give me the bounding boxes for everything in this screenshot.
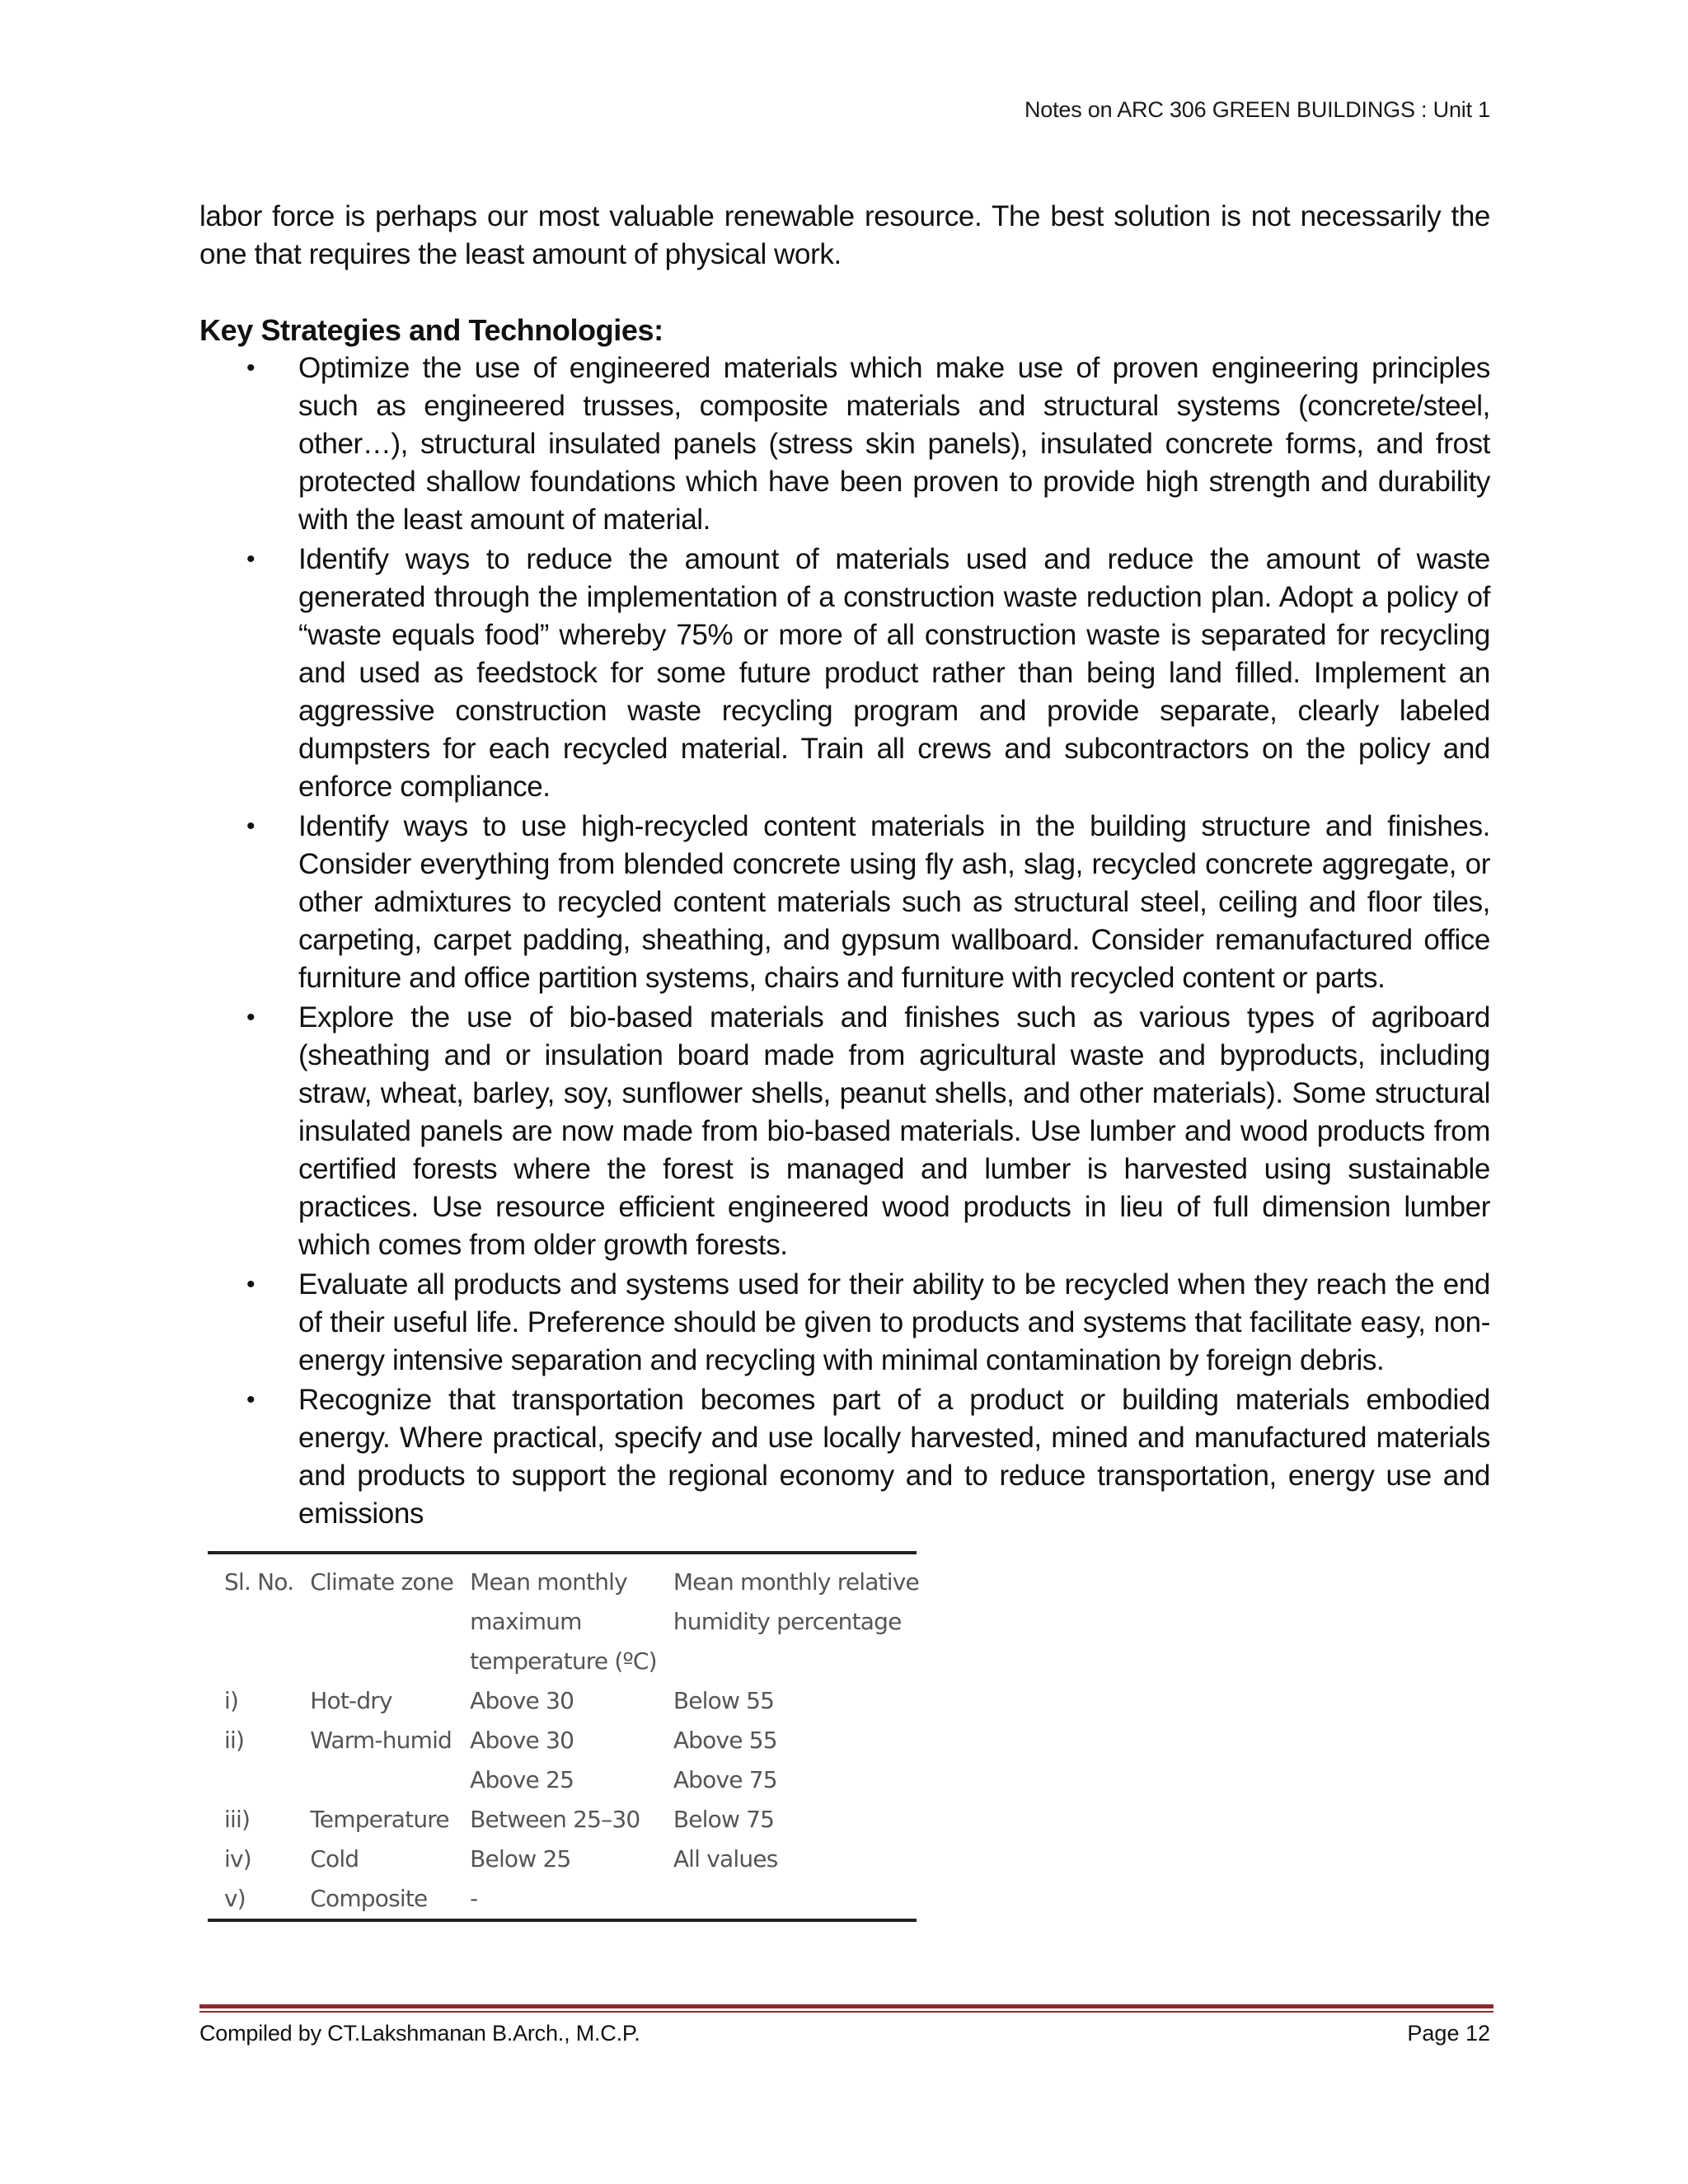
list-item — [199, 1266, 1490, 1380]
cell-humidity: Below 55 — [673, 1687, 775, 1714]
header-sl-no: Sl. No. — [224, 1568, 294, 1596]
header-temperature-line: temperature (ºC) — [470, 1647, 657, 1675]
cell-sl-no: ii) — [224, 1727, 245, 1754]
cell-humidity: Above 55 — [673, 1727, 777, 1754]
cell-sl-no: iv) — [224, 1845, 251, 1872]
cell-climate-zone: Cold — [310, 1845, 359, 1872]
header-humidity-line: Mean monthly relative — [673, 1568, 919, 1596]
cell-climate-zone: Temperature — [310, 1806, 449, 1833]
cell-climate-zone — [293, 1760, 453, 1800]
cell-sl-no: v) — [224, 1885, 246, 1912]
cell-temperature: Above 25 — [470, 1766, 574, 1793]
cell-temperature: Below 25 — [470, 1845, 571, 1872]
list-item-text: Identify ways to use high-recycled content materials in the building structure and finishes. Consider everything from blended concrete using fly ash, slag, recycled concrete aggregate, or other admixtures to recycled content materials such as structural steel, ceiling and floor tiles, carpeting, carpet padding, sheathing, and gypsum wallboard. Consider remanufactured office furniture and office partition systems, chairs and furniture with recycled content or parts. — [298, 810, 1490, 994]
cell-temperature: - — [470, 1885, 478, 1912]
cell-temperature: Above 30 — [470, 1727, 574, 1754]
bullet-icon: • — [246, 1271, 256, 1298]
cell-sl-no: i) — [224, 1687, 239, 1714]
table-row — [208, 1760, 919, 1800]
table-row — [208, 1800, 919, 1840]
bullet-icon: • — [246, 813, 256, 840]
bullet-icon: • — [246, 354, 256, 382]
header-temperature — [453, 1554, 657, 1681]
list-item-text: Recognize that transportation becomes part of a product or building materials embodied energy. Where practical, specify and use locally harvested, mined and manufactured materials and products to support the regional economy and to reduce transportation, energy use and emissions — [298, 1384, 1490, 1530]
list-item-text: Evaluate all products and systems used for their ability to be recycled when they reach the end of their useful life. Preference should be given to products and systems that facilitate easy, non-energy intensive separation and recycling with minimal contamination by foreign debris. — [298, 1268, 1490, 1376]
header-humidity-line: humidity percentage — [673, 1608, 902, 1635]
section-heading: Key Strategies and Technologies: — [199, 313, 663, 347]
cell-climate-zone: Hot-dry — [310, 1687, 392, 1714]
footer-rule — [199, 2004, 1493, 2013]
cell-humidity: All values — [673, 1845, 778, 1872]
cell-climate-zone: Warm-humid — [310, 1727, 452, 1754]
table-header-row — [208, 1554, 919, 1681]
cell-sl-no: iii) — [224, 1806, 251, 1833]
climate-table — [208, 1554, 919, 1919]
header-climate-zone: Climate zone — [310, 1568, 454, 1596]
table-row — [208, 1681, 919, 1721]
climate-zone-table — [208, 1551, 917, 1922]
footer-rule-thick — [199, 2004, 1493, 2008]
table-row — [208, 1721, 919, 1760]
cell-temperature: Above 30 — [470, 1687, 574, 1714]
table-row — [208, 1840, 919, 1879]
footer-author: Compiled by CT.Lakshmanan B.Arch., M.C.P. — [199, 2021, 640, 2046]
bullet-icon: • — [246, 1386, 256, 1413]
header-temperature-line: Mean monthly — [470, 1568, 627, 1596]
page-header: Notes on ARC 306 GREEN BUILDINGS : Unit 1 — [1024, 97, 1490, 122]
table-row — [208, 1879, 919, 1919]
header-temperature-line: maximum — [470, 1608, 582, 1635]
cell-humidity: Above 75 — [673, 1766, 777, 1793]
list-item-text: Identify ways to reduce the amount of materials used and reduce the amount of waste generated through the implementation of a construction waste reduction plan. Adopt a policy of “waste equals food” whereby 75% or more of all construction waste is separated for recycling and used as feedstock for some future product rather than being land filled. Implement an aggressive construction waste recycling program and provide separate, clearly labeled dumpsters for each recycled material. Train all crews and subcontractors on the policy and enforce compliance. — [298, 543, 1490, 803]
cell-humidity — [657, 1879, 919, 1919]
bullet-icon: • — [246, 546, 256, 573]
cell-sl-no — [208, 1760, 293, 1800]
list-item — [199, 349, 1490, 539]
header-humidity — [657, 1554, 919, 1681]
list-item-text: Explore the use of bio-based materials and finishes such as various types of agriboard (sheathing and or insulation board made from agricultural waste and byproducts, including straw, wheat, barley, soy, sunflower shells, peanut shells, and other materials). Some structural insulated panels are now made from bio-based materials. Use lumber and wood products from certified forests where the forest is managed and lumber is harvested using sustainable practices. Use resource efficient engineered wood products in lieu of full dimension lumber which comes from older growth forests. — [298, 1001, 1490, 1261]
list-item-text: Optimize the use of engineered materials which make use of proven engineering principles such as engineered trusses, composite materials and structural systems (concrete/steel, other…), structural insulated panels (stress skin panels), insulated concrete forms, and frost protected shallow foundations which have been proven to provide high strength and durability with the least amount of material. — [298, 352, 1490, 536]
bullet-icon: • — [246, 1004, 256, 1031]
footer-rule-thin — [199, 2011, 1493, 2013]
strategies-list — [199, 349, 1490, 1533]
list-item — [199, 999, 1490, 1264]
cell-humidity: Below 75 — [673, 1806, 775, 1833]
cell-climate-zone: Composite — [310, 1885, 428, 1912]
list-item — [199, 1381, 1490, 1533]
list-item — [199, 541, 1490, 806]
intro-paragraph: labor force is perhaps our most valuable renewable resource. The best solution is not necessarily the one that requires the least amount of physical work. — [199, 200, 1490, 270]
list-item — [199, 808, 1490, 997]
cell-temperature: Between 25–30 — [470, 1806, 640, 1833]
page-body — [199, 198, 1490, 1535]
page-number: Page 12 — [1407, 2021, 1490, 2046]
